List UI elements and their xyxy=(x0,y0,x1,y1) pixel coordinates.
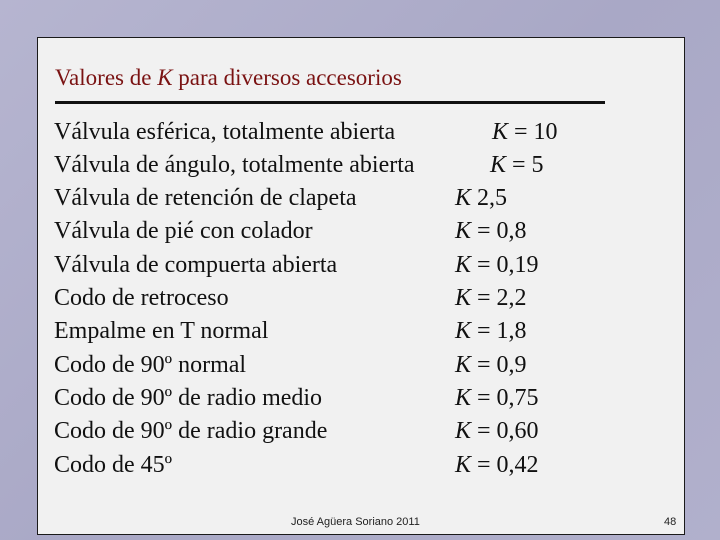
k-value: K = 0,42 xyxy=(455,452,539,478)
k-value: K = 2,2 xyxy=(455,285,527,311)
accessory-name: Válvula esférica, totalmente abierta xyxy=(54,119,396,145)
accessory-name: Codo de 90º de radio grande xyxy=(54,418,328,444)
accessory-name: Codo de retroceso xyxy=(54,285,229,311)
accessory-name: Codo de 90º de radio medio xyxy=(54,385,323,411)
k-value: K = 0,8 xyxy=(455,218,527,244)
accessory-name: Válvula de retención de clapeta xyxy=(54,185,357,211)
k-value: K = 1,8 xyxy=(455,318,527,344)
page-number: 48 xyxy=(664,516,677,528)
accessory-name: Empalme en T normal xyxy=(54,318,269,344)
k-value: K 2,5 xyxy=(455,185,508,211)
k-value: K = 5 xyxy=(490,152,544,178)
slide xyxy=(37,37,685,535)
slide-title xyxy=(55,64,402,92)
accessory-name: Válvula de pié con colador xyxy=(54,218,313,244)
accessory-name: Válvula de compuerta abierta xyxy=(54,252,338,278)
k-value: K = 0,19 xyxy=(455,252,539,278)
k-value: K = 0,75 xyxy=(455,385,539,411)
title-k-symbol: K xyxy=(157,65,173,90)
accessory-name: Codo de 90º normal xyxy=(54,352,247,378)
k-value: K = 10 xyxy=(492,119,558,145)
k-value: K = 0,60 xyxy=(455,418,539,444)
title-underline xyxy=(55,101,605,104)
title-suffix: para diversos accesorios xyxy=(172,65,402,90)
k-value: K = 0,9 xyxy=(455,352,527,378)
footer-author: José Agüera Soriano 2011 xyxy=(291,516,420,528)
accessory-name: Válvula de ángulo, totalmente abierta xyxy=(54,152,415,178)
accessory-name: Codo de 45º xyxy=(54,452,173,478)
title-prefix: Valores de xyxy=(55,65,158,90)
